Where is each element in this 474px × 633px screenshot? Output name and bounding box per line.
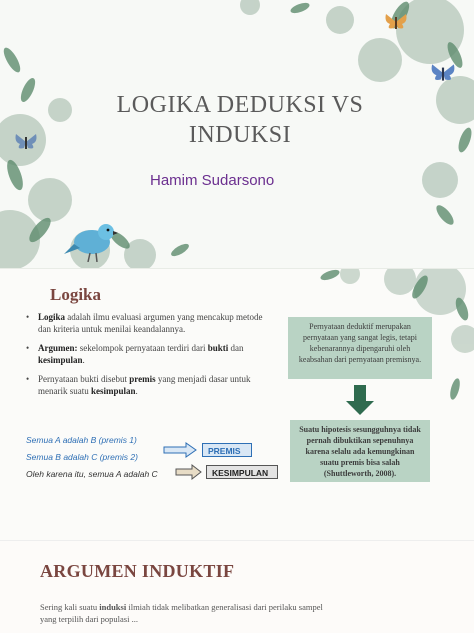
conclusion-line: Oleh karena itu, semua A adalah C <box>26 469 158 479</box>
premis-line-2: Semua B adalah C (premis 2) <box>26 452 138 462</box>
foliage-decoration <box>0 269 474 541</box>
deduktif-note-box: Pernyataan deduktif merupakan pernyataan yang sangat legis, tetapi kebenarannya dipengaruhi oleh keabsahan dari pernyataan premisnya. <box>288 317 432 379</box>
list-item: • Logika adalah ilmu evaluasi argumen yang mencakup metode dan kriteria untuk menilai keandalannya. <box>22 311 272 335</box>
section-title: ARGUMEN INDUKTIF <box>40 561 235 581</box>
logika-slide <box>0 268 474 541</box>
induktif-slide <box>0 540 474 633</box>
bullet-list <box>22 311 272 404</box>
bird-icon <box>64 218 118 262</box>
section-title: Logika <box>50 285 102 304</box>
paragraph: Sering kali suatu induksi ilmiah tidak melibatkan generalisasi dari perilaku sampel yang terpilih dari populasi ... <box>40 602 323 624</box>
kesimpulan-label: KESIMPULAN <box>206 465 278 479</box>
author-name: Hamim Sudarsono <box>150 172 275 189</box>
premis-line-1: Semua A adalah B (premis 1) <box>26 435 137 445</box>
butterfly-blue-icon <box>430 62 456 84</box>
list-item: • Pernyataan bukti disebut premis yang menjadi dasar untuk menarik suatu kesimpulan. <box>22 373 272 397</box>
premis-label: PREMIS <box>202 443 252 457</box>
slide-title: LOGIKA DEDUKSI VS INDUKSI <box>116 92 364 148</box>
list-item: • Argumen: sekelompok pernyataan terdiri dari bukti dan kesimpulan. <box>22 342 272 366</box>
butterfly-left-icon <box>14 132 38 152</box>
title-slide <box>0 0 474 268</box>
butterfly-orange-icon <box>384 12 408 32</box>
hipotesis-note-box: Suatu hipotesis sesungguhnya tidak pernah dibuktikan sepenuhnya karena selalu ada kemungkinan suatu premis bisa salah (Shuttleworth, 2008). <box>290 420 430 482</box>
